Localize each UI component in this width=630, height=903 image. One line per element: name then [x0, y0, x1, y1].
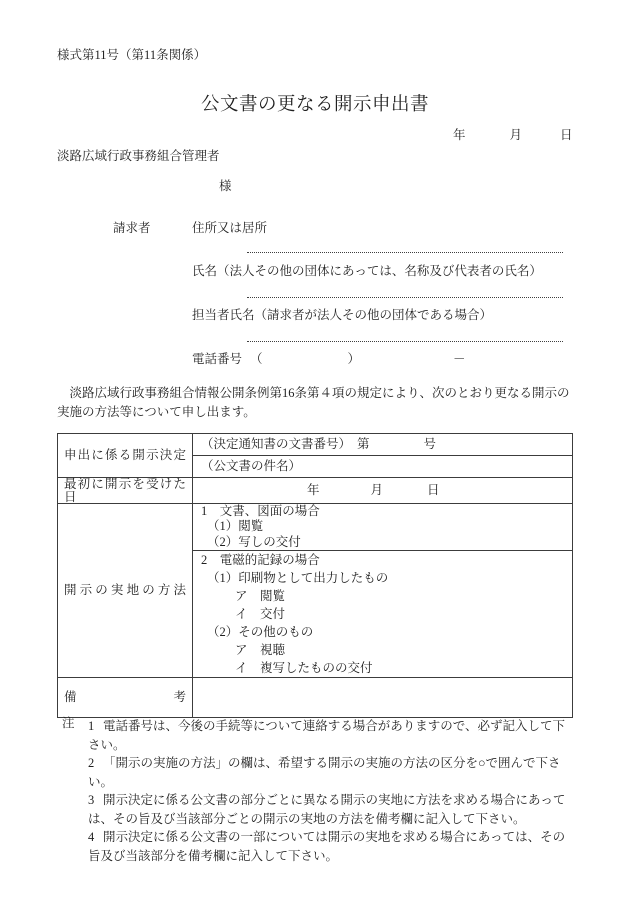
phone-hyphen: － — [453, 352, 466, 366]
method-group1-heading: 1 文書、図面の場合 — [201, 504, 320, 518]
note-item-3 — [88, 791, 567, 828]
address-fill-line — [247, 252, 563, 253]
note-item-4 — [88, 828, 567, 865]
phone-close-paren: ） — [347, 352, 361, 366]
decision-row-label: 申出に係る開示決定 — [58, 434, 193, 478]
doc-number-suffix: 号 — [423, 437, 437, 452]
note-number: 1 — [88, 719, 95, 733]
form-number: 様式第11号（第11条関係） — [57, 48, 207, 62]
agent-fill-line — [247, 341, 563, 342]
note-text: 電話番号は、今後の手続等について連絡する場合がありますので、必ず記入して下さい。 — [88, 719, 566, 752]
method-row-label: 開示の実地の方法 — [58, 504, 193, 678]
remarks-value-cell — [193, 677, 573, 717]
method-group2-item-printout: （1）印刷物として出力したもの — [207, 570, 389, 585]
doc-number-label: （決定通知書の文書番号） — [201, 437, 352, 452]
method-group2-heading: 2 電磁的記録の場合 — [201, 552, 320, 567]
date-day-label: 日 — [560, 128, 573, 142]
method-group2-item-printout-view: ア 閲覧 — [235, 588, 286, 603]
method-group2-item-other: （2）その他のもの — [207, 624, 314, 639]
method-group1-cell — [193, 504, 573, 551]
note-text: 開示決定に係る公文書の部分ごとに異なる開示の実地に方法を求める場合にあっては、その旨及び当該部分ごとの開示の実地の方法を備考欄に記入して下さい。 — [88, 793, 566, 826]
method-group2-item-other-copy: イ 複写したものの交付 — [235, 660, 373, 675]
application-table — [57, 433, 573, 718]
note-text: 開示決定に係る公文書の一部については開示の実地を求める場合にあっては、その旨及び当該部分を備考欄に記入して下さい。 — [88, 830, 566, 863]
first-date-month-label: 月 — [370, 483, 384, 498]
name-label: 氏名（法人その他の団体にあっては、名称及び代表者の氏名） — [192, 264, 542, 278]
remarks-row-label: 備考 — [58, 677, 193, 717]
declaration-paragraph: 淡路広域行政事務組合情報公開条例第16条第４項の規定により、次のとおり更なる開示の実施の方法等について申し出ます。 — [57, 386, 570, 419]
note-number: 3 — [88, 793, 95, 807]
method-group1-item-view: （1）閲覧 — [207, 519, 264, 534]
name-fill-line — [247, 297, 563, 298]
doc-number-prefix: 第 — [357, 437, 370, 452]
requester-label: 請求者 — [113, 221, 151, 235]
decision-subject-cell: （公文書の件名） — [193, 456, 573, 478]
page-title: 公文書の更なる開示申出書 — [200, 95, 429, 115]
method-group1-item-copy: （2）写しの交付 — [207, 534, 301, 549]
notes-section — [62, 717, 567, 865]
note-item-1 — [88, 717, 567, 754]
note-text: 「開示の実施の方法」の欄は、希望する開示の実施の方法の区分を○で囲んで下さい。 — [88, 756, 561, 789]
first-date-value-cell — [193, 478, 573, 504]
notes-marker: 注 — [62, 716, 75, 730]
decision-doc-number-cell — [193, 434, 573, 456]
method-group2-cell — [193, 550, 573, 677]
agent-name-label: 担当者氏名（請求者が法人その他の団体である場合） — [192, 308, 493, 322]
phone-label: 電話番号 — [192, 352, 243, 366]
addressee-name: 淡路広域行政事務組合管理者 — [57, 149, 220, 163]
addressee-honorific: 様 — [219, 179, 232, 193]
note-item-2 — [88, 754, 567, 791]
first-date-year-label: 年 — [307, 483, 320, 498]
note-number: 4 — [88, 830, 95, 844]
note-number: 2 — [88, 756, 95, 770]
address-label: 住所又は居所 — [192, 221, 268, 235]
first-date-day-label: 日 — [427, 483, 440, 498]
date-line — [453, 129, 573, 142]
phone-open-paren: （ — [250, 352, 263, 366]
date-month-label: 月 — [509, 128, 523, 142]
date-year-label: 年 — [453, 128, 466, 142]
phone-row — [192, 353, 466, 366]
first-date-row-label: 最初に開示を受けた日 — [58, 478, 193, 504]
method-group2-item-other-view: ア 視聴 — [235, 642, 286, 657]
method-group2-item-printout-deliver: イ 交付 — [235, 606, 286, 621]
